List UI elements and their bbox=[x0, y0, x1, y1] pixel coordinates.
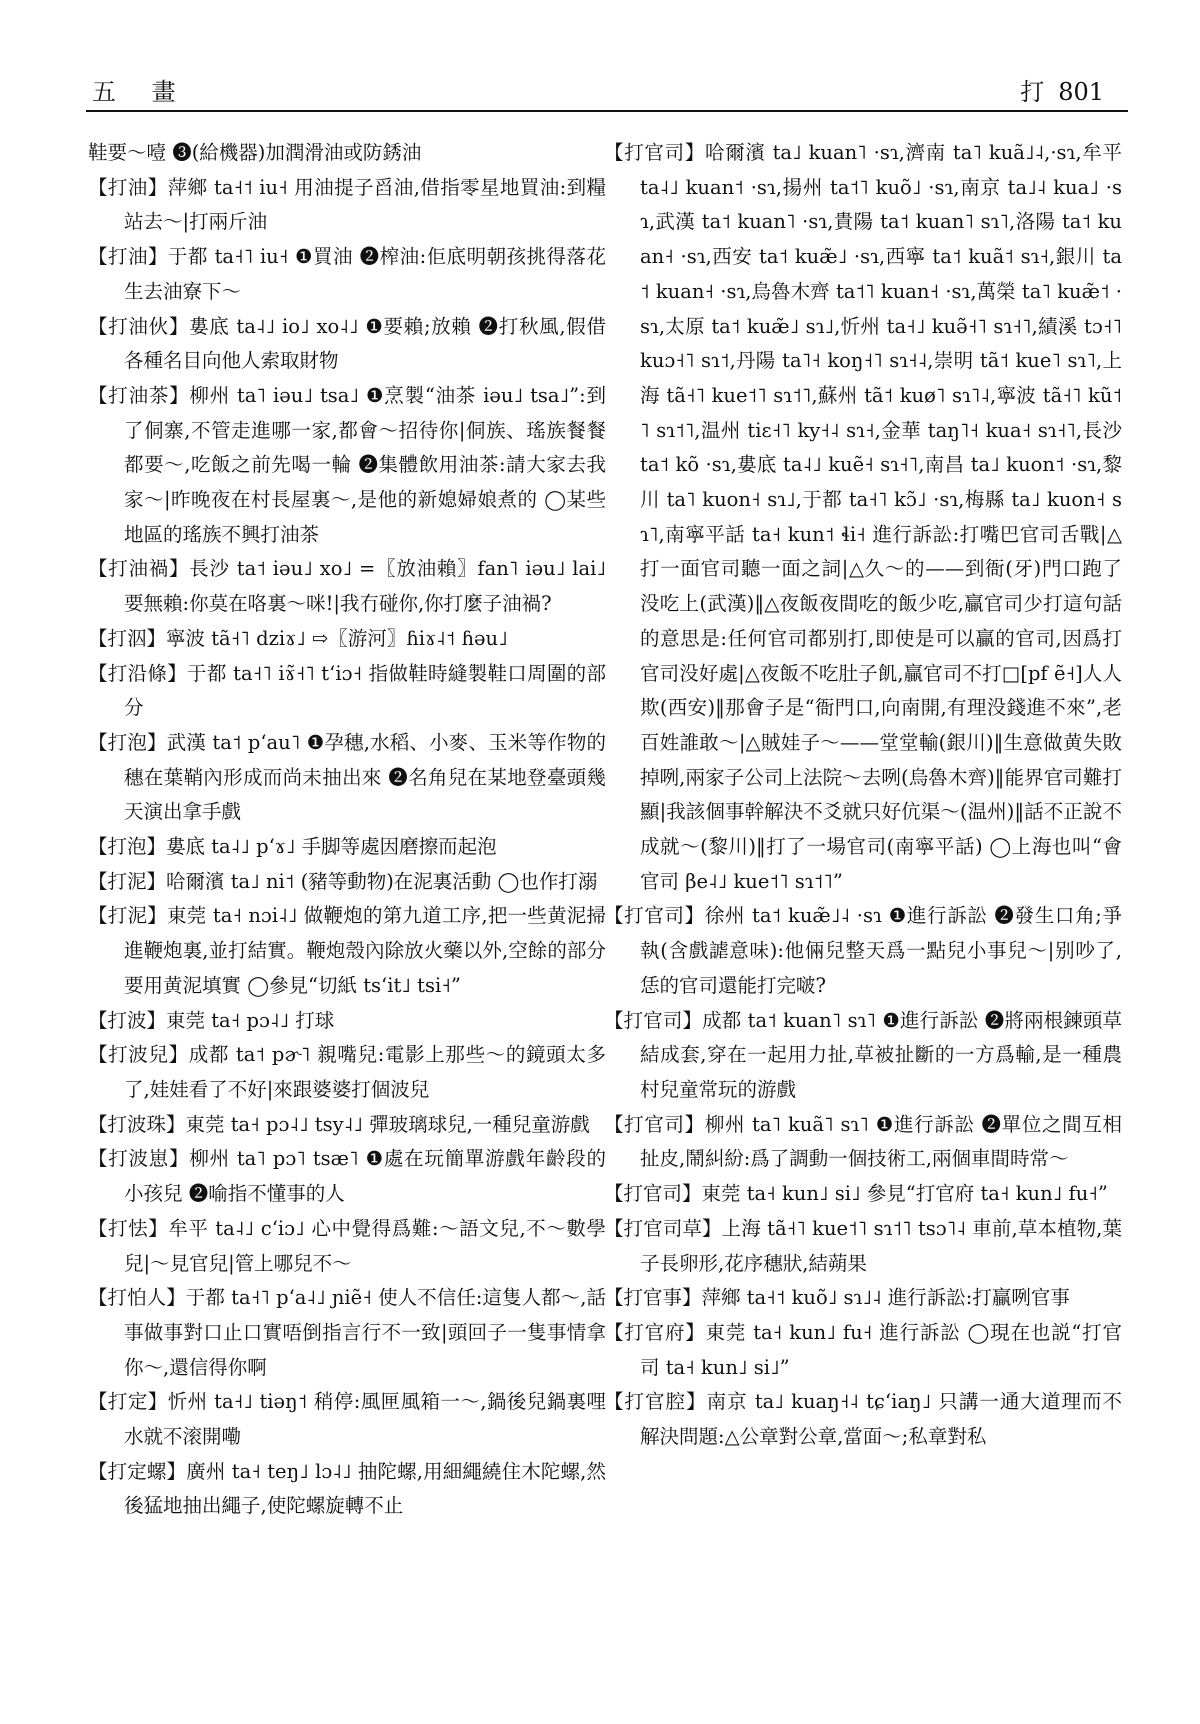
headword-label: 打 bbox=[1020, 78, 1045, 106]
dictionary-entry: 【打油禍】長沙 ta˦ iəu˩ xo˩ =〖放油賴〗fan˥ iəu˩ lai˩ 要無賴:你莫在咯裏～咪!|我冇碰你,你打麼子油禍? bbox=[88, 557, 613, 616]
left-column bbox=[88, 136, 613, 1684]
dictionary-entry: 【打波崽】柳州 ta˥ pɔ˥ tsæ˥ ❶處在玩簡單游戲年齡段的小孩兒 ❷喻指不懂事的人 bbox=[88, 1147, 606, 1206]
dictionary-entry: 【打泡】武漢 ta˦ pʻau˥ ❶孕穗,水稻、小麥、玉米等作物的穗在葉鞘內形成而尚未抽出來 ❷名角兒在某地登臺頭幾天演出拿手戲 bbox=[88, 730, 606, 824]
dictionary-entry: 【打官司】成都 ta˦ kuan˥ sɿ˥ ❶進行訴訟 ❷將兩根鍊頭草結成套,穿在一起用力扯,草被扯斷的一方爲輸,是一種農村兒童常玩的游戲 bbox=[604, 1008, 1122, 1101]
dictionary-entry: 【打泡】婁底 ta˨˩ pʻɤ˩ 手脚等處因磨擦而起泡 bbox=[88, 835, 497, 859]
dictionary-entry: 【打泥】東莞 ta˧ nɔi˨˩ 做鞭炮的第九道工序,把一些黄泥掃進鞭炮裏,並打結實。鞭炮殼內除放火藥以外,空餘的部分要用黄泥填實 ◯參見“切紙 tsʻit˩ tsi˧” bbox=[88, 904, 606, 997]
dictionary-entry: 【打官司】柳州 ta˥ kuã˥ sɿ˥ ❶進行訴訟 ❷單位之間互相扯皮,鬧糾紛:爲了調動一個技術工,兩個車間時常～ bbox=[604, 1112, 1122, 1171]
dictionary-entry: 【打波】東莞 ta˧ pɔ˨˩ 打球 bbox=[88, 1008, 335, 1032]
dictionary-entry: 【打波珠】東莞 ta˧ pɔ˨˩ tsy˨˩ 彈玻璃球兒,一種兒童游戲 bbox=[88, 1112, 590, 1136]
dictionary-entry: 【打怯】牟平 ta˨˩ cʻiɔ˩ 心中覺得爲難:～語文兒,不～數學兒|～見官兒|管上哪兒不～ bbox=[88, 1216, 606, 1275]
dictionary-entry: 鞋要～噎 ❸(給機器)加潤滑油或防銹油 bbox=[88, 141, 422, 164]
dictionary-entry: 【打官司】徐州 ta˦ kuæ̃˩˨ ·sɿ ❶進行訴訟 ❷發生口角;爭執(含戲謔意味):他倆兒整天爲一點兒小事兒～|别吵了,恁的官司還能打完啵? bbox=[604, 904, 1122, 997]
dictionary-entry: 【打泥】哈爾濱 ta˩ ni˦ (豬等動物)在泥裏活動 ◯也作打溺 bbox=[88, 869, 598, 893]
dictionary-entry: 【打波兒】成都 ta˦ pɚ˥ 親嘴兒:電影上那些～的鏡頭太多了,娃娃看了不好|來跟婆婆打個波兒 bbox=[88, 1043, 606, 1101]
page-number: 801 bbox=[1058, 78, 1104, 106]
dictionary-entry: 【打油茶】柳州 ta˥ iəu˩ tsa˩ ❶烹製“油茶 iəu˩ tsa˩”:到了侗寨,不管走進哪一家,都會～招待你|侗族、瑤族餐餐都要～,吃飯之前先喝一輪 ❷集體飲用油茶:請大家去我家～|昨晚夜在村長屋裏～,是他的新媳婦娘煮的 ◯某些地區的瑤族不興打油茶 bbox=[88, 383, 606, 546]
right-column bbox=[604, 136, 1129, 1684]
dictionary-entry: 【打定】忻州 ta˧˩ tiəŋ˦ 稍停:風匣風箱一～,鍋後兒鍋裏哩水就不滚開嘞 bbox=[88, 1390, 606, 1449]
dictionary-entry: 【打官司】東莞 ta˧ kun˩ si˩ 參見“打官府 ta˧ kun˩ fu˧” bbox=[604, 1182, 1108, 1206]
dictionary-entry: 【打怕人】于都 ta˧˥ pʻa˨˩ ɲiẽ˧ 使人不信任:這隻人都～,話事做事對口止口實唔倒指言行不一致|頭回子一隻事情拿你～,還信得你啊 bbox=[88, 1286, 606, 1379]
dictionary-entry: 【打油】于都 ta˧˥ iu˧ ❶買油 ❷榨油:佢底明朝孩挑得落花生去油寮下～ bbox=[88, 245, 606, 303]
dictionary-entry: 【打官府】東莞 ta˧ kun˩ fu˧ 進行訴訟 ◯現在也説“打官司 ta˧ kun˩ si˩” bbox=[604, 1320, 1122, 1379]
dictionary-entry: 【打油伙】婁底 ta˨˩ io˩ xo˨˩ ❶要賴;放賴 ❷打秋風,假借各種名目向他人索取財物 bbox=[88, 314, 606, 373]
header-rule bbox=[86, 110, 1128, 112]
dictionary-entry: 【打官腔】南京 ta˩ kuaŋ˧˨ tɕʻiaŋ˩ 只講一通大道理而不解決問題:△公章對公章,當面～;私章對私 bbox=[604, 1390, 1122, 1449]
dictionary-entry: 【打定螺】廣州 ta˧ teŋ˩ lɔ˨˩ 抽陀螺,用細繩繞住木陀螺,然後猛地抽出繩子,使陀螺旋轉不止 bbox=[88, 1459, 606, 1518]
dictionary-entry: 【打官事】萍鄉 ta˧˦ kuõ˩ sɿ˩˨ 進行訴訟:打贏咧官事 bbox=[604, 1286, 1070, 1310]
dictionary-entry: 【打沿條】于都 ta˧˥ iɤ̃˧˥ tʻiɔ˧ 指做鞋時縫製鞋口周圍的部分 bbox=[88, 661, 606, 720]
dictionary-entry: 【打官司】哈爾濱 ta˩ kuan˥ ·sɿ,濟南 ta˥ kuã˩˨,·sɿ,牟平 ta˨˩ kuan˦ ·sɿ,揚州 ta˦˥ kuõ˩ ·sɿ,南京 ta˩˨ kua˩ ·sɿ,武漢 ta˦ kuan˥ ·sɿ,貴陽 ta˦ kuan˥ sɿ˥,洛陽 ta˦ kuan˧ ·sɿ,西安 ta˦ kuæ̃˩ ·sɿ,西寧 ta˦ kuã˦ sɿ˧,銀川 ta˦ kuan˧ ·sɿ,烏魯木齊 ta˦˥ kuan˧ ·sɿ,萬榮 ta˥ kuæ̃˦ ·sɿ,太原 ta˦ kuæ̃˩ sɿ˩,忻州 ta˧˩ kuə̃˧˥ sɿ˧˥,績溪 tɔ˧˥ kuɔ˧˥ sɿ˦,丹陽 ta˥˧ koŋ˧˥ sɿ˧˨,崇明 tã˦ kue˥ sɿ˥,上海 tã˧˥ kue˦˥ sɿ˦˥,蘇州 tã˦ kuø˥ sɿ˥˨,寧波 tã˧˥ kũ˦˥ sɿ˦˥,温州 tiɛ˧˥ ky˧˨ sɿ˧,金華 taŋ˥˧ kua˧ sɿ˧˥,長沙 ta˦ kõ ·sɿ,婁底 ta˨˩ kuẽ˧ sɿ˧˥,南昌 ta˩ kuon˦ ·sɿ,黎川 ta˥ kuon˧ sɿ˩,于都 ta˧˥ kɔ̃˩ ·sɿ,梅縣 ta˩ kuon˧ sɿ˥,南寧平話 ta˧ kun˦ ɬi˧ 進行訴訟:打嘴巴官司舌戰|△打一面官司聽一面之詞|△久～的——到衙(牙)門口跑了没吃上(武漢)‖△夜飯夜間吃的飯少吃,贏官司少打這句話的意思是:任何官司都别打,即使是可以贏的官司,因爲打官司没好處|△夜飯不吃肚子飢,贏官司不打□[pf ẽ˧]人人欺(西安)‖那會子是“衙門口,向南開,有理没錢進不來”,老百姓誰敢～|△賊娃子～——堂堂輸(銀川)‖生意做黄失敗掉咧,兩家子公司上法院～去咧(烏魯木齊)‖能界官司難打顯|我該個事幹解決不爻就只好伉渠～(温州)‖話不正說不成就～(黎川)‖打了一場官司(南寧平話) ◯上海也叫“會官司 βe˨˩ kue˦˥ sɿ˦˥” bbox=[604, 141, 1129, 893]
page-header-right bbox=[1006, 72, 1104, 107]
section-label: 五 畫 bbox=[92, 78, 190, 106]
dictionary-entry: 【打泅】寧波 tã˧˥ dziɤ˩ ⇨〖游河〗ɦiɤ˨˦ ɦəu˩ bbox=[88, 626, 508, 650]
dictionary-entry: 【打油】萍鄉 ta˧˦ iu˧ 用油提子舀油,借指零星地買油:到糧站去～|打兩斤油 bbox=[88, 175, 606, 234]
dictionary-entry: 【打官司草】上海 tã˧˥ kue˦˥ sɿ˦˥ tsɔ˥˨ 車前,草本植物,葉子長卵形,花序穗狀,結蒴果 bbox=[604, 1216, 1122, 1275]
